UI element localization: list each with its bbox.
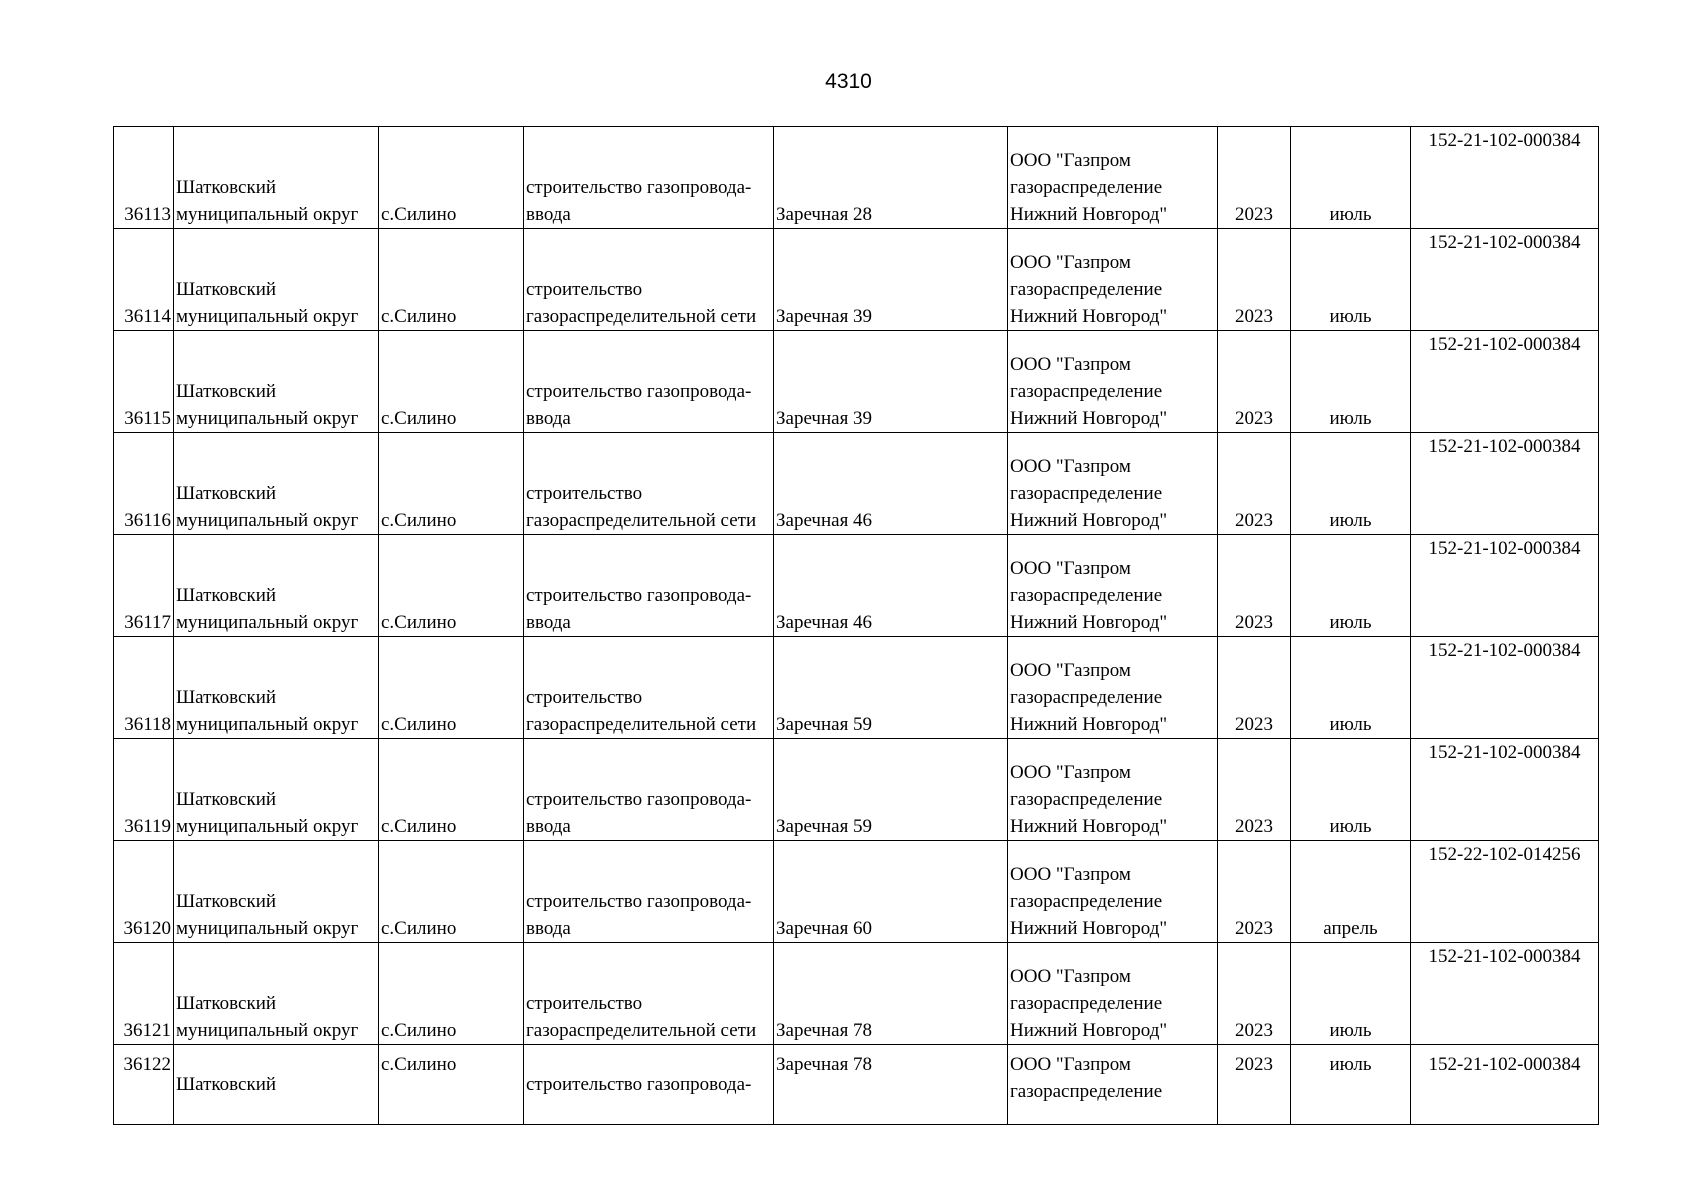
- organization-cell: [1008, 535, 1218, 637]
- organization-cell: [1008, 841, 1218, 943]
- address-cell: Заречная 59: [774, 739, 1008, 841]
- work-type-cell: [524, 127, 774, 229]
- address-cell: Заречная 46: [774, 535, 1008, 637]
- organization-line: газораспределение: [1010, 381, 1163, 402]
- organization-cell: [1008, 127, 1218, 229]
- organization-cell: [1008, 1045, 1218, 1125]
- month-cell: июль: [1291, 127, 1411, 229]
- organization-line: газораспределение: [1010, 687, 1163, 708]
- organization-cell: [1008, 433, 1218, 535]
- organization-line: ООО "Газпром: [1010, 1054, 1131, 1075]
- organization-line: газораспределение: [1010, 1081, 1163, 1102]
- organization-line: ООО "Газпром: [1010, 864, 1131, 885]
- work-type-cell: [524, 637, 774, 739]
- work-type-line: ввода: [526, 612, 571, 633]
- work-type-line: строительство газопровода-: [526, 585, 752, 606]
- district-cell: [174, 841, 379, 943]
- page-number: 4310: [825, 70, 872, 93]
- locality-cell: с.Силино: [379, 535, 524, 637]
- organization-line: ООО "Газпром: [1010, 354, 1131, 375]
- organization-line: ООО "Газпром: [1010, 966, 1131, 987]
- table-row: [114, 1045, 1599, 1125]
- code-cell: 152-21-102-000384: [1411, 1045, 1599, 1125]
- year-cell: 2023: [1218, 331, 1291, 433]
- work-type-line: строительство газопровода-: [526, 1074, 752, 1095]
- table-row: [114, 943, 1599, 1045]
- year-cell: 2023: [1218, 739, 1291, 841]
- organization-line: газораспределение: [1010, 891, 1163, 912]
- district-cell: [174, 1045, 379, 1125]
- locality-cell: с.Силино: [379, 943, 524, 1045]
- table-row: [114, 331, 1599, 433]
- organization-line: ООО "Газпром: [1010, 150, 1131, 171]
- code-cell: 152-21-102-000384: [1411, 637, 1599, 739]
- year-cell: 2023: [1218, 535, 1291, 637]
- district-line: муниципальный округ: [176, 918, 359, 939]
- work-type-line: ввода: [526, 408, 571, 429]
- work-type-line: строительство газопровода-: [526, 789, 752, 810]
- address-cell: Заречная 78: [774, 943, 1008, 1045]
- district-line: Шатковский: [176, 789, 277, 810]
- district-line: муниципальный округ: [176, 204, 359, 225]
- organization-cell: [1008, 739, 1218, 841]
- address-cell: Заречная 78: [774, 1045, 1008, 1125]
- address-cell: Заречная 46: [774, 433, 1008, 535]
- month-cell: июль: [1291, 739, 1411, 841]
- address-cell: Заречная 60: [774, 841, 1008, 943]
- code-cell: 152-21-102-000384: [1411, 331, 1599, 433]
- address-cell: Заречная 39: [774, 229, 1008, 331]
- table-row: [114, 229, 1599, 331]
- district-line: Шатковский: [176, 1074, 277, 1095]
- district-line: Шатковский: [176, 993, 277, 1014]
- work-type-line: строительство: [526, 279, 643, 300]
- district-cell: [174, 637, 379, 739]
- month-cell: июль: [1291, 1045, 1411, 1125]
- row-number-cell: 36116: [114, 433, 174, 535]
- district-line: муниципальный округ: [176, 306, 359, 327]
- organization-line: Нижний Новгород": [1010, 510, 1168, 531]
- organization-line: газораспределение: [1010, 279, 1163, 300]
- locality-cell: с.Силино: [379, 229, 524, 331]
- work-type-line: строительство газопровода-: [526, 177, 752, 198]
- registry-table: [113, 126, 1599, 1125]
- year-cell: 2023: [1218, 943, 1291, 1045]
- organization-line: газораспределение: [1010, 585, 1163, 606]
- district-line: муниципальный округ: [176, 714, 359, 735]
- organization-cell: [1008, 637, 1218, 739]
- organization-line: газораспределение: [1010, 789, 1163, 810]
- work-type-line: ввода: [526, 918, 571, 939]
- row-number-cell: 36113: [114, 127, 174, 229]
- district-cell: [174, 535, 379, 637]
- row-number-cell: 36118: [114, 637, 174, 739]
- address-cell: Заречная 39: [774, 331, 1008, 433]
- row-number-cell: 36120: [114, 841, 174, 943]
- code-cell: 152-22-102-014256: [1411, 841, 1599, 943]
- locality-cell: с.Силино: [379, 433, 524, 535]
- organization-line: газораспределение: [1010, 483, 1163, 504]
- district-cell: [174, 229, 379, 331]
- organization-line: ООО "Газпром: [1010, 660, 1131, 681]
- work-type-cell: [524, 739, 774, 841]
- district-line: Шатковский: [176, 687, 277, 708]
- organization-line: Нижний Новгород": [1010, 1020, 1168, 1041]
- district-cell: [174, 433, 379, 535]
- month-cell: июль: [1291, 943, 1411, 1045]
- organization-line: ООО "Газпром: [1010, 558, 1131, 579]
- organization-line: Нижний Новгород": [1010, 714, 1168, 735]
- district-cell: [174, 331, 379, 433]
- table-row: [114, 739, 1599, 841]
- organization-line: ООО "Газпром: [1010, 252, 1131, 273]
- organization-line: Нижний Новгород": [1010, 306, 1168, 327]
- code-cell: 152-21-102-000384: [1411, 433, 1599, 535]
- district-cell: [174, 127, 379, 229]
- work-type-line: ввода: [526, 816, 571, 837]
- year-cell: 2023: [1218, 433, 1291, 535]
- row-number-cell: 36121: [114, 943, 174, 1045]
- table-row: [114, 535, 1599, 637]
- work-type-cell: [524, 943, 774, 1045]
- work-type-line: газораспределительной сети: [526, 510, 757, 531]
- work-type-cell: [524, 535, 774, 637]
- row-number-cell: 36122: [114, 1045, 174, 1125]
- district-line: муниципальный округ: [176, 816, 359, 837]
- work-type-line: ввода: [526, 204, 571, 225]
- locality-cell: с.Силино: [379, 331, 524, 433]
- month-cell: июль: [1291, 433, 1411, 535]
- code-cell: 152-21-102-000384: [1411, 943, 1599, 1045]
- district-line: муниципальный округ: [176, 408, 359, 429]
- locality-cell: с.Силино: [379, 739, 524, 841]
- table-row: [114, 841, 1599, 943]
- district-line: Шатковский: [176, 381, 277, 402]
- code-cell: 152-21-102-000384: [1411, 535, 1599, 637]
- work-type-line: газораспределительной сети: [526, 306, 757, 327]
- organization-line: газораспределение: [1010, 993, 1163, 1014]
- code-cell: 152-21-102-000384: [1411, 127, 1599, 229]
- district-line: Шатковский: [176, 177, 277, 198]
- year-cell: 2023: [1218, 841, 1291, 943]
- district-line: муниципальный округ: [176, 510, 359, 531]
- work-type-line: строительство: [526, 483, 643, 504]
- work-type-cell: [524, 1045, 774, 1125]
- year-cell: 2023: [1218, 229, 1291, 331]
- district-cell: [174, 943, 379, 1045]
- district-line: Шатковский: [176, 585, 277, 606]
- work-type-line: строительство: [526, 687, 643, 708]
- organization-cell: [1008, 943, 1218, 1045]
- year-cell: 2023: [1218, 127, 1291, 229]
- month-cell: июль: [1291, 637, 1411, 739]
- table-row: [114, 637, 1599, 739]
- locality-cell: с.Силино: [379, 841, 524, 943]
- row-number-cell: 36114: [114, 229, 174, 331]
- code-cell: 152-21-102-000384: [1411, 739, 1599, 841]
- row-number-cell: 36115: [114, 331, 174, 433]
- year-cell: 2023: [1218, 1045, 1291, 1125]
- work-type-line: газораспределительной сети: [526, 1020, 757, 1041]
- address-cell: Заречная 59: [774, 637, 1008, 739]
- organization-cell: [1008, 331, 1218, 433]
- district-line: муниципальный округ: [176, 612, 359, 633]
- work-type-cell: [524, 229, 774, 331]
- month-cell: июль: [1291, 229, 1411, 331]
- organization-line: Нижний Новгород": [1010, 612, 1168, 633]
- work-type-cell: [524, 331, 774, 433]
- organization-line: ООО "Газпром: [1010, 456, 1131, 477]
- district-line: Шатковский: [176, 483, 277, 504]
- organization-line: газораспределение: [1010, 177, 1163, 198]
- work-type-cell: [524, 433, 774, 535]
- district-line: Шатковский: [176, 279, 277, 300]
- locality-cell: с.Силино: [379, 127, 524, 229]
- organization-line: Нижний Новгород": [1010, 816, 1168, 837]
- district-line: Шатковский: [176, 891, 277, 912]
- row-number-cell: 36117: [114, 535, 174, 637]
- work-type-line: строительство: [526, 993, 643, 1014]
- organization-line: ООО "Газпром: [1010, 762, 1131, 783]
- table-body: [114, 127, 1599, 1125]
- month-cell: июль: [1291, 331, 1411, 433]
- year-cell: 2023: [1218, 637, 1291, 739]
- organization-line: Нижний Новгород": [1010, 408, 1168, 429]
- address-cell: Заречная 28: [774, 127, 1008, 229]
- month-cell: июль: [1291, 535, 1411, 637]
- district-line: муниципальный округ: [176, 1020, 359, 1041]
- table-row: [114, 127, 1599, 229]
- work-type-cell: [524, 841, 774, 943]
- district-cell: [174, 739, 379, 841]
- work-type-line: газораспределительной сети: [526, 714, 757, 735]
- locality-cell: с.Силино: [379, 637, 524, 739]
- locality-cell: с.Силино: [379, 1045, 524, 1125]
- work-type-line: строительство газопровода-: [526, 891, 752, 912]
- code-cell: 152-21-102-000384: [1411, 229, 1599, 331]
- row-number-cell: 36119: [114, 739, 174, 841]
- organization-cell: [1008, 229, 1218, 331]
- month-cell: апрель: [1291, 841, 1411, 943]
- work-type-line: строительство газопровода-: [526, 381, 752, 402]
- organization-line: Нижний Новгород": [1010, 918, 1168, 939]
- organization-line: Нижний Новгород": [1010, 204, 1168, 225]
- table-row: [114, 433, 1599, 535]
